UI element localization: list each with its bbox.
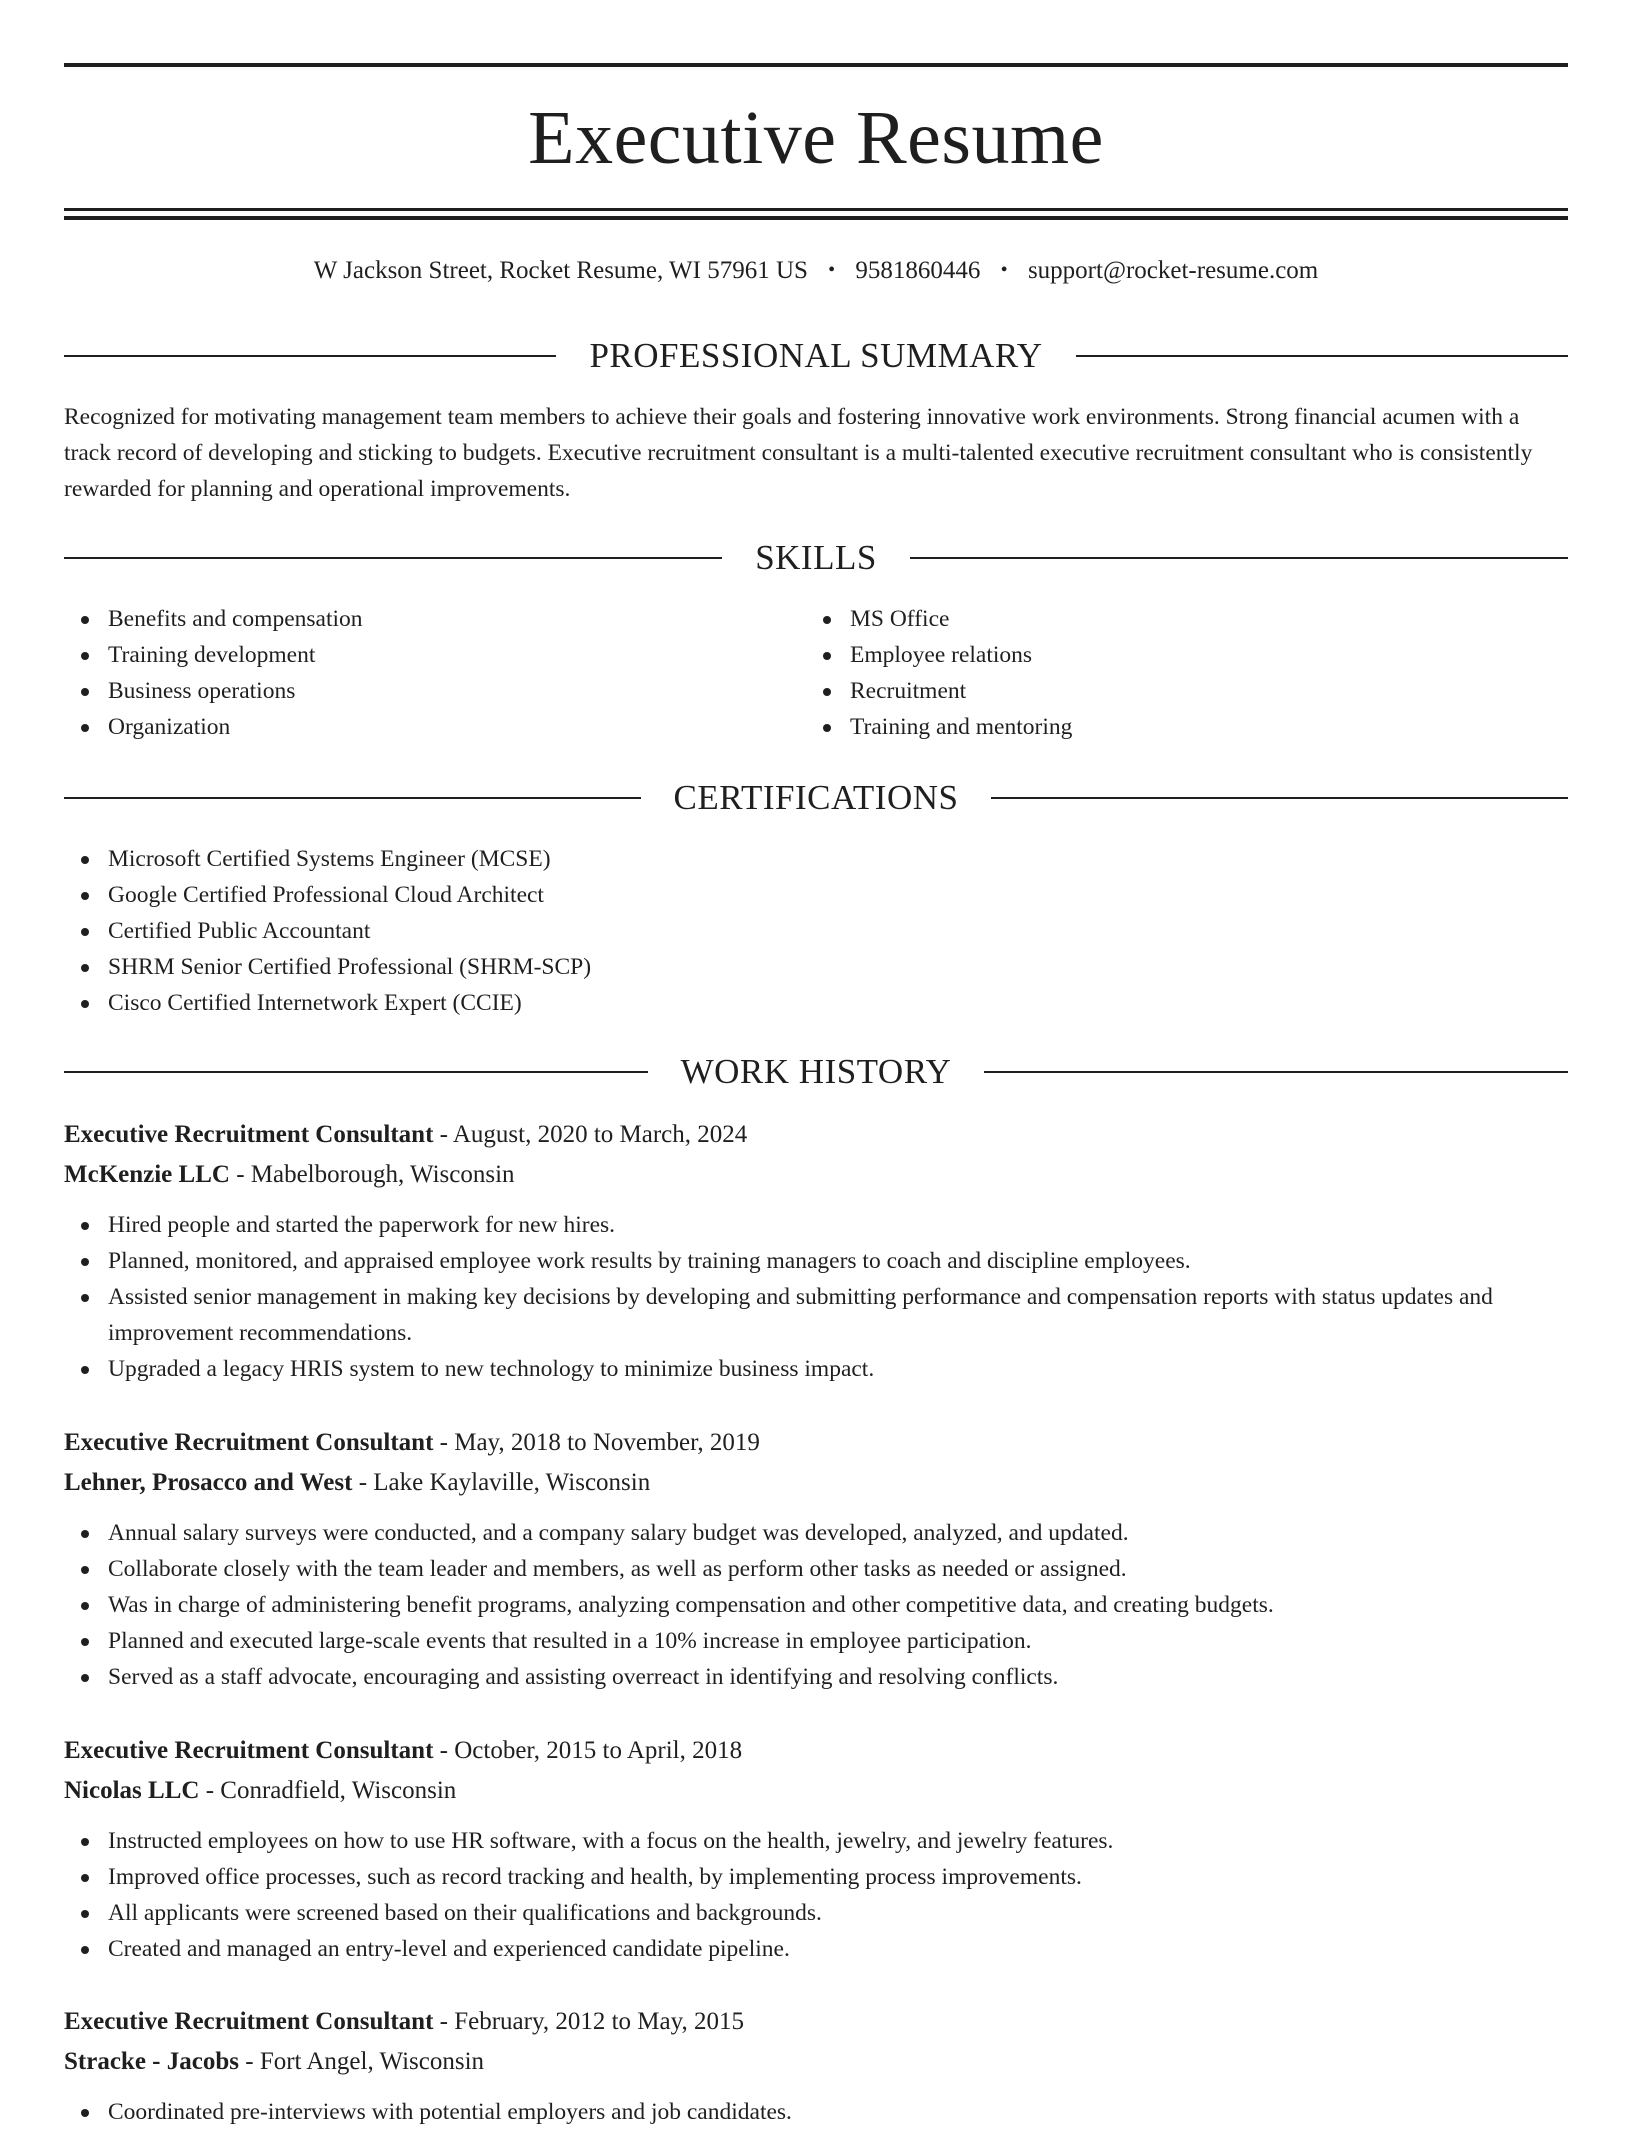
heading-rule: [64, 355, 556, 357]
contact-separator: •: [828, 259, 836, 281]
contact-phone: 9581860446: [855, 257, 981, 284]
contact-address: W Jackson Street, Rocket Resume, WI 57961 US: [313, 257, 808, 284]
skill-item: Training and mentoring: [806, 709, 1506, 745]
job-entry: [64, 1115, 1568, 1387]
job-location: Mabelborough, Wisconsin: [250, 1161, 515, 1188]
job-bullet: Was in charge of administering benefit programs, analyzing compensation and other competitive data, and creating budgets.: [64, 1587, 1568, 1623]
certifications-list: [64, 841, 1568, 1021]
job-title: Executive Recruitment Consultant: [64, 1737, 434, 1764]
skill-item: MS Office: [806, 601, 1506, 637]
job-dates: May, 2018 to November, 2019: [454, 1429, 760, 1456]
heading-rule: [984, 1071, 1568, 1073]
job-company-line: McKenzie LLC - Mabelborough, Wisconsin: [64, 1161, 515, 1188]
job-company-line: Lehner, Prosacco and West - Lake Kaylaville, Wisconsin: [64, 1469, 651, 1496]
job-title: Executive Recruitment Consultant: [64, 1121, 434, 1148]
job-bullet: Assisted senior management in making key decisions by developing and submitting performance and compensation reports with status updates and improvement recommendations.: [64, 1279, 1568, 1351]
job-bullet: Annual salary surveys were conducted, and a company salary budget was developed, analyzed, and updated.: [64, 1515, 1568, 1551]
job-dates: October, 2015 to April, 2018: [454, 1737, 743, 1764]
job-bullets: [64, 2094, 1568, 2130]
job-title-line: Executive Recruitment Consultant - August, 2020 to March, 2024: [64, 1121, 748, 1148]
heading-rule: [64, 557, 722, 559]
skill-item: Business operations: [64, 673, 764, 709]
job-bullet: Created and managed an entry-level and experienced candidate pipeline.: [64, 1931, 1568, 1967]
summary-text: Recognized for motivating management team members to achieve their goals and fostering innovative work environments. Strong financial acumen with a track record of developing and sticking to budgets. Executive recruitment consultant is a multi-talented executive recruitment consultant who is consistently rewarded for planning and operational improvements.: [64, 404, 1533, 502]
job-entry: [64, 1731, 1568, 1967]
job-bullet: Hired people and started the paperwork for new hires.: [64, 1207, 1568, 1243]
job-bullet: Upgraded a legacy HRIS system to new technology to minimize business impact.: [64, 1351, 1568, 1387]
skill-item: Training development: [64, 637, 764, 673]
summary-heading: [64, 336, 1568, 376]
work-history-heading: [64, 1052, 1568, 1092]
job-entry: [64, 1423, 1568, 1695]
contact-info: [64, 254, 1568, 289]
job-location: Lake Kaylaville, Wisconsin: [373, 1469, 651, 1496]
certification-item: SHRM Senior Certified Professional (SHRM-SCP): [64, 949, 1568, 985]
job-title-line: Executive Recruitment Consultant - February, 2012 to May, 2015: [64, 2008, 745, 2035]
top-rule: [64, 63, 1568, 67]
certifications-heading-label: CERTIFICATIONS: [673, 778, 959, 817]
job-bullet: Planned, monitored, and appraised employee work results by training managers to coach and discipline employees.: [64, 1243, 1568, 1279]
job-bullets: [64, 1515, 1568, 1695]
job-title-line: Executive Recruitment Consultant - May, 2018 to November, 2019: [64, 1429, 760, 1456]
job-bullet: Instructed employees on how to use HR software, with a focus on the health, jewelry, and jewelry features.: [64, 1823, 1568, 1859]
job-bullet: Planned and executed large-scale events that resulted in a 10% increase in employee participation.: [64, 1623, 1568, 1659]
certification-item: Microsoft Certified Systems Engineer (MCSE): [64, 841, 1568, 877]
certification-item: Google Certified Professional Cloud Architect: [64, 877, 1568, 913]
job-bullet: Improved office processes, such as record tracking and health, by implementing process improvements.: [64, 1859, 1568, 1895]
skills-list-right: [806, 601, 1506, 745]
skills-heading: [64, 538, 1568, 578]
certification-item: Cisco Certified Internetwork Expert (CCIE): [64, 985, 1568, 1021]
contact-email: support@rocket-resume.com: [1027, 257, 1319, 284]
job-location: Conradfield, Wisconsin: [220, 1777, 457, 1804]
certification-item: Certified Public Accountant: [64, 913, 1568, 949]
work-history-heading-label: WORK HISTORY: [680, 1052, 952, 1091]
resume-title: Executive Resume: [528, 96, 1104, 180]
job-entry: [64, 2002, 1568, 2130]
skill-item: Organization: [64, 709, 764, 745]
job-title: Executive Recruitment Consultant: [64, 2008, 434, 2035]
title-rule-lower: [64, 216, 1568, 220]
job-dates: February, 2012 to May, 2015: [454, 2008, 745, 2035]
job-title-line: Executive Recruitment Consultant - October, 2015 to April, 2018: [64, 1737, 743, 1764]
heading-rule: [64, 1071, 648, 1073]
job-bullet: Coordinated pre-interviews with potential employers and job candidates.: [64, 2094, 1568, 2130]
job-company-line: Stracke - Jacobs - Fort Angel, Wisconsin: [64, 2048, 485, 2075]
job-location: Fort Angel, Wisconsin: [259, 2048, 485, 2075]
job-bullet: Collaborate closely with the team leader and members, as well as perform other tasks as needed or assigned.: [64, 1551, 1568, 1587]
job-company: McKenzie LLC: [64, 1161, 230, 1188]
heading-rule: [910, 557, 1568, 559]
certifications-heading: [64, 778, 1568, 818]
job-company: Nicolas LLC: [64, 1777, 200, 1804]
skills-heading-label: SKILLS: [755, 538, 877, 577]
title-rule-upper: [64, 208, 1568, 211]
heading-rule: [64, 797, 641, 799]
job-company-line: Nicolas LLC - Conradfield, Wisconsin: [64, 1777, 457, 1804]
contact-separator: •: [1000, 259, 1008, 281]
heading-rule: [1076, 355, 1568, 357]
job-bullets: [64, 1823, 1568, 1967]
skill-item: Benefits and compensation: [64, 601, 764, 637]
skill-item: Recruitment: [806, 673, 1506, 709]
job-bullet: All applicants were screened based on their qualifications and backgrounds.: [64, 1895, 1568, 1931]
job-bullets: [64, 1207, 1568, 1387]
summary-heading-label: PROFESSIONAL SUMMARY: [589, 336, 1043, 375]
skill-item: Employee relations: [806, 637, 1506, 673]
job-bullet: Served as a staff advocate, encouraging and assisting overreact in identifying and resolving conflicts.: [64, 1659, 1568, 1695]
skills-list-left: [64, 601, 764, 745]
job-dates: August, 2020 to March, 2024: [452, 1121, 748, 1148]
job-company: Lehner, Prosacco and West: [64, 1469, 353, 1496]
heading-rule: [991, 797, 1568, 799]
job-title: Executive Recruitment Consultant: [64, 1429, 434, 1456]
job-company: Stracke - Jacobs: [64, 2048, 239, 2075]
